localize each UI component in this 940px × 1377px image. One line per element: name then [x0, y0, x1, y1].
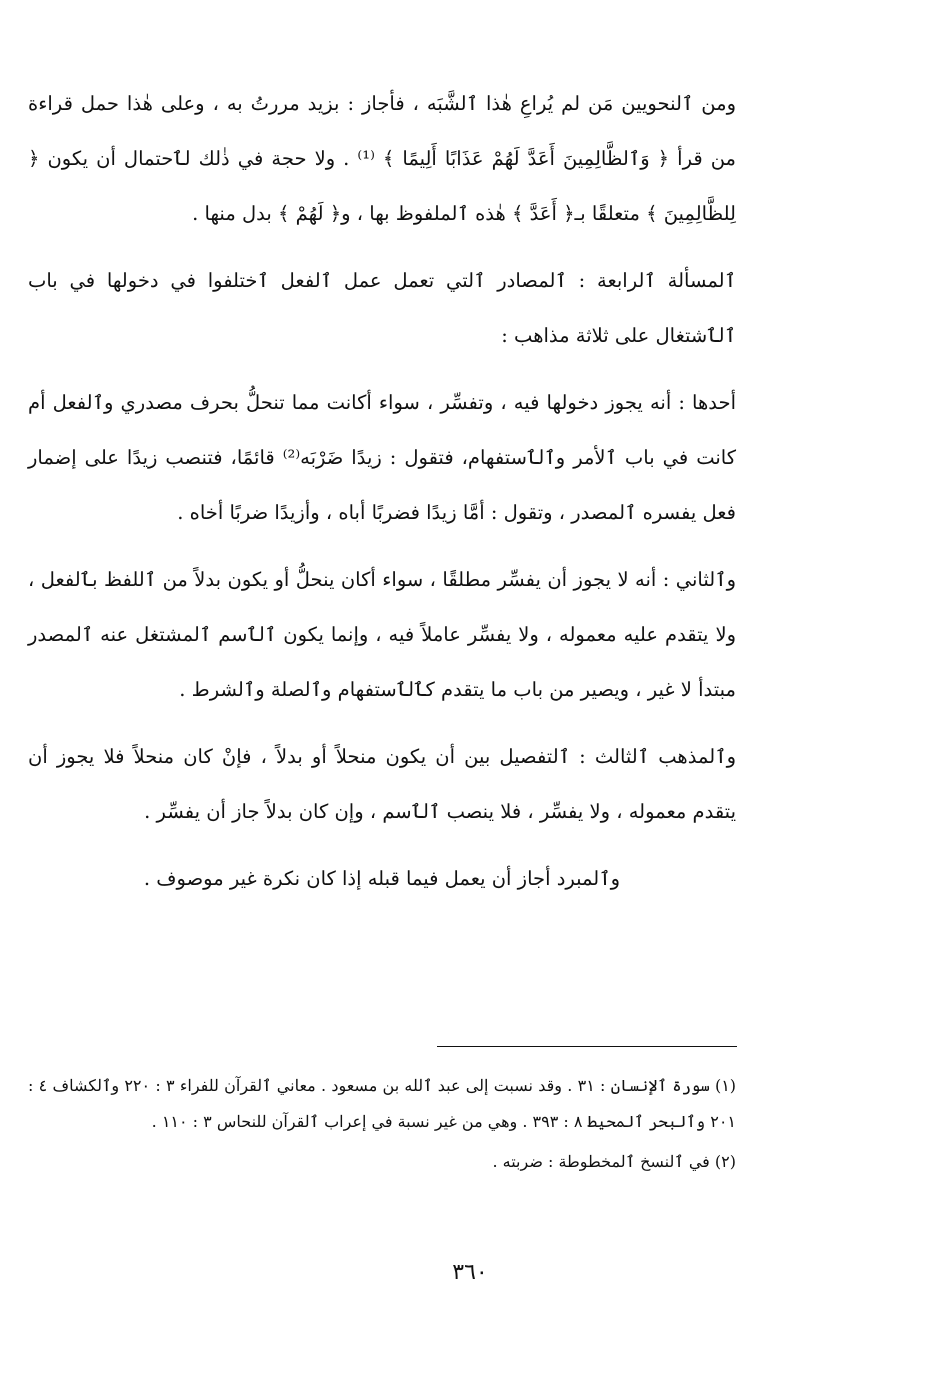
footnotes	[28, 1068, 736, 1184]
paragraph-5: وٱلمذهب ٱلثالث : ٱلتفصيل بين أن يكون منحلاً أو بدلاً ، فإنْ كان منحلاً فلا يجوز أن يتقدم معموله ، ولا يفسِّر ، فلا ينصب ٱلٱسم ، وإن كان بدلاً جاز أن يفسِّر .	[28, 745, 736, 823]
paragraph-1: ومن ٱلنحويين مَن لم يُراعِ هٰذا ٱلشَّبَه ، فأجاز : بزيد مررتُ به ، وعلى هٰذا حمل قراءة من قرأ ﴿ وَٱلظَّالِمِينَ أَعَدَّ لَهُمْ عَذَابًا أَلِيمًا ﴾ ⁽¹⁾ . ولا حجة في ذٰلك لٱحتمال أن يكون ﴿ لِلظَّالِمِينَ ﴾ متعلقًا بـ﴿ أَعَدَّ ﴾ هٰذه ٱلملفوظ بها ، و﴿ لَهُمْ ﴾ بدل منها .	[28, 92, 736, 225]
main-text	[28, 76, 736, 918]
paragraph-3: أحدها : أنه يجوز دخولها فيه ، وتفسِّر ، سواء أكانت مما تنحلُّ بحرف مصدري وٱلفعل أم كانت في باب ٱلأمر وٱلٱستفهام، فتقول : زيدًا ضَرْبَه⁽²⁾ قائمًا، فتنصب زيدًا على إضمار فعل يفسره ٱلمصدر ، وتقول : أمَّا زيدًا فضربًا أباه ، وأزيدًا ضربًا أخاه .	[28, 391, 736, 524]
footnote-2: (٢) في ٱلنسخ ٱلمخطوطة : ضربته .	[492, 1152, 736, 1171]
footnote-1: (١) سورة ٱلإنسان : ٣١ . وقد نسبت إلى عبد ٱلله بن مسعود . معاني ٱلقرآن للفراء ٣ : ٢٢٠ وٱلكشاف ٤ : ٢٠١ وٱلبحر ٱلمحيط ٨ : ٣٩٣ . وهي من غير نسبة في إعراب ٱلقرآن للنحاس ٣ : ١١٠ .	[28, 1076, 737, 1131]
paragraph-4: وٱلثاني : أنه لا يجوز أن يفسِّر مطلقًا ، سواء أكان ينحلُّ أو يكون بدلاً من ٱللفظ بٱلفعل ، ولا يتقدم عليه معموله ، ولا يفسِّر عاملاً فيه ، وإنما يكون ٱلٱسم ٱلمشتغل عنه ٱلمصدر مبتدأ لا غير ، ويصير من باب ما يتقدم كٱلٱستفهام وٱلصلة وٱلشرط .	[28, 568, 736, 701]
paragraph-2: ٱلمسألة ٱلرابعة : ٱلمصادر ٱلتي تعمل عمل ٱلفعل ٱختلفوا في دخولها في باب ٱلٱشتغال على ثلاثة مذاهب :	[28, 269, 736, 347]
page-number: ٣٦٠	[452, 1260, 488, 1285]
closing-line: وٱلمبرد أجاز أن يعمل فيما قبله إذا كان نكرة غير موصوف .	[143, 867, 621, 890]
footnote-separator	[437, 1046, 737, 1047]
